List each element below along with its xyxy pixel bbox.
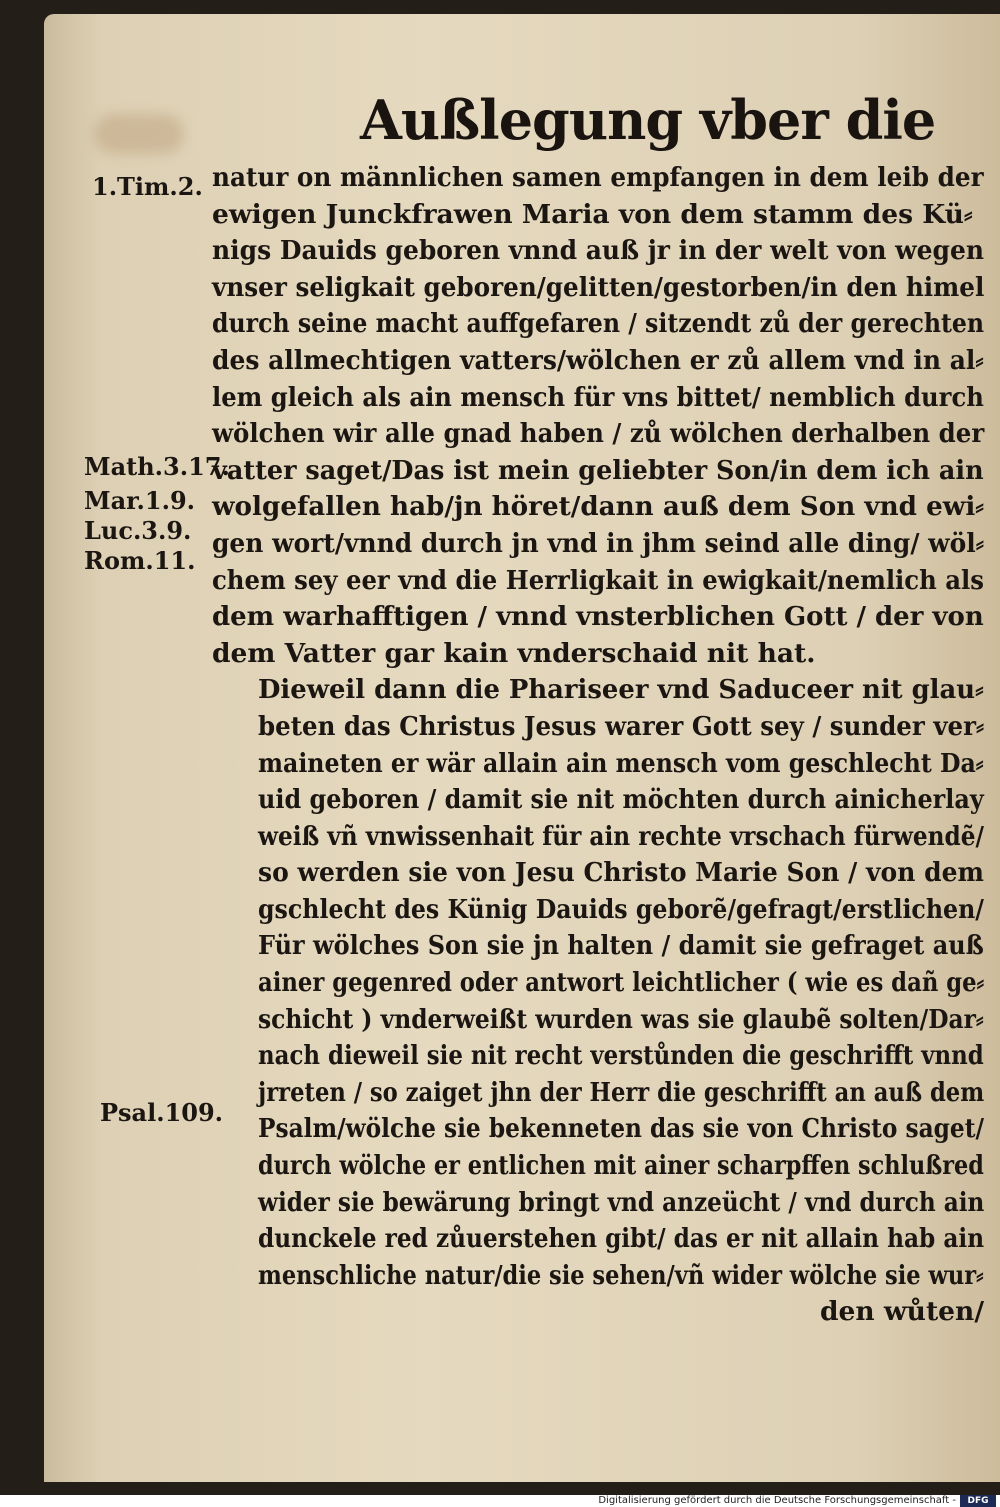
margin-note-3: Mar.1.9.: [84, 486, 196, 515]
text-line: lem gleich als ain mensch für vns bittet/ nemblich durch: [212, 381, 984, 413]
text-line: wolgefallen hab/jn höret/dann auß dem Son vnd ewi⸗: [212, 491, 985, 523]
text-line: dem warhafftigen / vnnd vnsterblichen Gott / der von: [212, 601, 984, 633]
catchword-line: den wůten/: [819, 1296, 984, 1328]
text-line: durch wölche er entlichen mit ainer scharpffen schlußred: [258, 1150, 984, 1182]
body-text: [212, 160, 992, 1331]
text-line: chem sey eer vnd die Herrligkait in ewigkait/nemlich als: [212, 564, 984, 596]
text-line: wölchen wir alle gnad haben / zů wölchen derhalben der: [212, 418, 985, 450]
text-line: nach dieweil sie nit recht verstůnden die geschrifft vnnd: [258, 1040, 984, 1072]
paragraph-start-line: Dieweil dann die Phariseer vnd Saduceer nit glau⸗: [258, 674, 984, 706]
text-line: Für wölches Son sie jn halten / damit sie gefraget auß: [258, 930, 984, 962]
text-line: uid geboren / damit sie nit möchten durch ainicherlay: [258, 784, 984, 816]
text-line: ewigen Junckfrawen Maria von dem stamm des Kü⸗: [212, 198, 973, 230]
text-line: dunckele red zůuerstehen gibt/ das er nit allain hab ain: [258, 1223, 985, 1255]
text-line: gen wort/vnnd durch jn vnd in jhm seind alle ding/ wöl⸗: [212, 527, 985, 559]
dfg-logo: DFG: [960, 1495, 996, 1507]
text-line: nigs Dauids geboren vnnd auß jr in der welt von wegen: [212, 235, 985, 267]
margin-note-6: Psal.109.: [100, 1098, 224, 1127]
text-line: maineten er wär allain ain mensch vom geschlecht Da⸗: [258, 747, 984, 779]
text-line: vatter saget/Das ist mein geliebter Son/in dem ich ain: [212, 454, 984, 486]
page-stain: [94, 114, 184, 154]
margin-note-2: Math.3.17.: [84, 452, 230, 481]
page-heading: Außlegung vber die: [360, 88, 936, 152]
text-line: wider sie bewärung bringt vnd anzeücht / vnd durch ain: [258, 1186, 985, 1218]
text-line: natur on männlichen samen empfangen in dem leib der: [212, 162, 984, 193]
margin-note-5: Rom.11.: [84, 546, 196, 575]
footer-bar: [0, 1495, 1000, 1507]
text-line: Psalm/wölche sie bekenneten das sie von Christo saget/: [258, 1113, 984, 1145]
text-line: so werden sie von Jesu Christo Marie Son / von dem: [258, 857, 984, 889]
text-line: gschlecht des Künig Dauids geborẽ/gefragt/erstlichen/: [258, 893, 984, 925]
text-line: des allmechtigen vatters/wölchen er zů allem vnd in al⸗: [212, 344, 984, 376]
text-line: beten das Christus Jesus warer Gott sey / sunder ver⸗: [258, 710, 985, 742]
text-line: durch seine macht auffgefaren / sitzendt zů der gerechten: [212, 308, 985, 340]
text-line: weiß vñ vnwissenhait für ain rechte vrschach fürwendẽ/: [258, 820, 984, 852]
text-line: dem Vatter gar kain vnderschaid nit hat.: [212, 637, 816, 669]
funding-credit: Digitalisierung gefördert durch die Deutsche Forschungsgemeinschaft -: [598, 1495, 956, 1506]
margin-note-4: Luc.3.9.: [84, 516, 192, 545]
margin-note-1: 1.Tim.2.: [92, 172, 203, 201]
text-line: schicht ) vnderweißt wurden was sie glaubẽ solten/Dar⸗: [258, 1003, 984, 1035]
text-line: menschliche natur/die sie sehen/vñ wider wölche sie wur⸗: [258, 1259, 984, 1291]
text-line: jrreten / so zaiget jhn der Herr die geschrifft an auß dem: [258, 1076, 985, 1108]
text-line: vnser seligkait geboren/gelitten/gestorben/in den himel: [212, 271, 985, 303]
text-line: ainer gegenred oder antwort leichtlicher ( wie es dañ ge⸗: [258, 967, 985, 999]
